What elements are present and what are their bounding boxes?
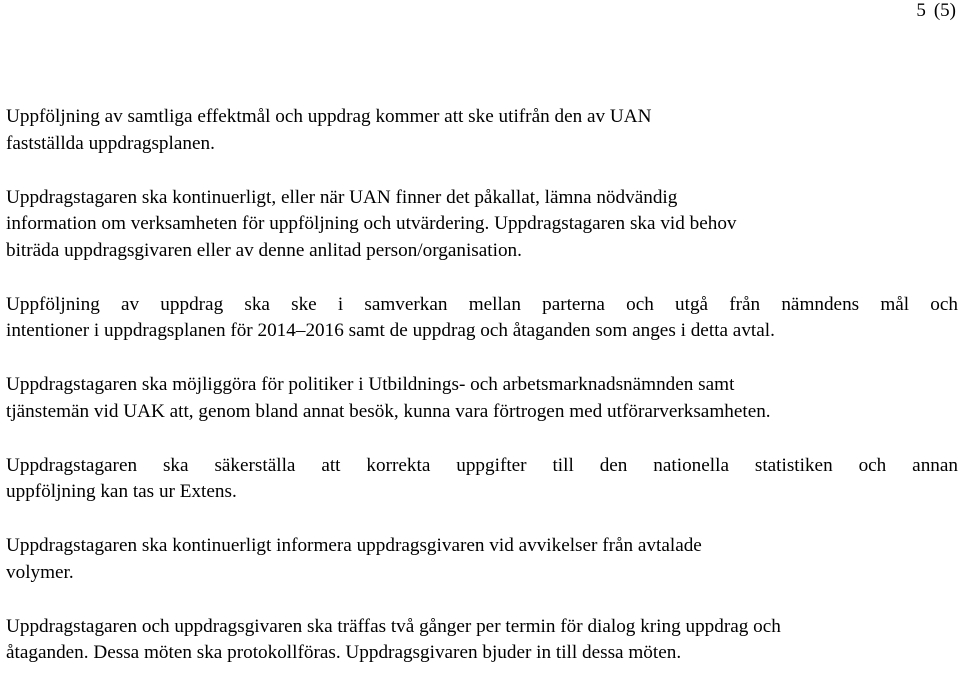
paragraph-meetings: [6, 614, 958, 667]
paragraph-line: Uppdragstagaren ska kontinuerligt informera uppdragsgivaren vid avvikelser från avtalade: [6, 535, 702, 556]
paragraph-statistics: [6, 453, 958, 506]
paragraph-line: fastställda uppdragsplanen.: [6, 132, 215, 154]
paragraph-line: tjänstemän vid UAK att, genom bland annat besök, kunna vara förtrogen med utförarverksamheten.: [6, 400, 771, 422]
page-number-total: (5): [933, 0, 956, 21]
document-body: [6, 104, 958, 694]
page-number-current: 5: [916, 0, 926, 21]
paragraph-line: åtaganden. Dessa möten ska protokollföras. Uppdragsgivaren bjuder in till dessa möten.: [6, 642, 682, 663]
paragraph-line: information om verksamheten för uppföljning och utvärdering. Uppdragstagaren ska vid behov: [6, 213, 737, 234]
paragraph-line: Uppdragstagaren ska kontinuerligt, eller när UAN finner det påkallat, lämna nödvändig: [6, 186, 678, 208]
paragraph-line: Uppdragstagaren ska säkerställa att korrekta uppgifter till den nationella statistiken och annan: [6, 454, 958, 476]
paragraph-continuous-information: [6, 185, 958, 265]
paragraph-line: Uppföljning av samtliga effektmål och uppdrag kommer att ske utifrån den av UAN: [6, 106, 652, 127]
paragraph-line: volymer.: [6, 561, 74, 583]
paragraph-politician-access: [6, 372, 958, 425]
page-number: [916, 0, 956, 22]
paragraph-follow-up-goals: [6, 104, 958, 157]
paragraph-collaboration: [6, 292, 958, 345]
paragraph-line: uppföljning kan tas ur Extens.: [6, 481, 237, 502]
paragraph-line: Uppdragstagaren och uppdragsgivaren ska träffas två gånger per termin för dialog kring uppdrag och: [6, 615, 781, 637]
paragraph-volume-deviations: [6, 533, 958, 586]
paragraph-line: Uppdragstagaren ska möjliggöra för politiker i Utbildnings- och arbetsmarknadsnämnden samt: [6, 374, 735, 395]
paragraph-line: biträda uppdragsgivaren eller av denne anlitad person/organisation.: [6, 239, 522, 261]
paragraph-line: intentioner i uppdragsplanen för 2014–2016 samt de uppdrag och åtaganden som anges i detta avtal.: [6, 320, 775, 341]
paragraph-line: Uppföljning av uppdrag ska ske i samverkan mellan parterna och utgå från nämndens mål och: [6, 293, 958, 315]
